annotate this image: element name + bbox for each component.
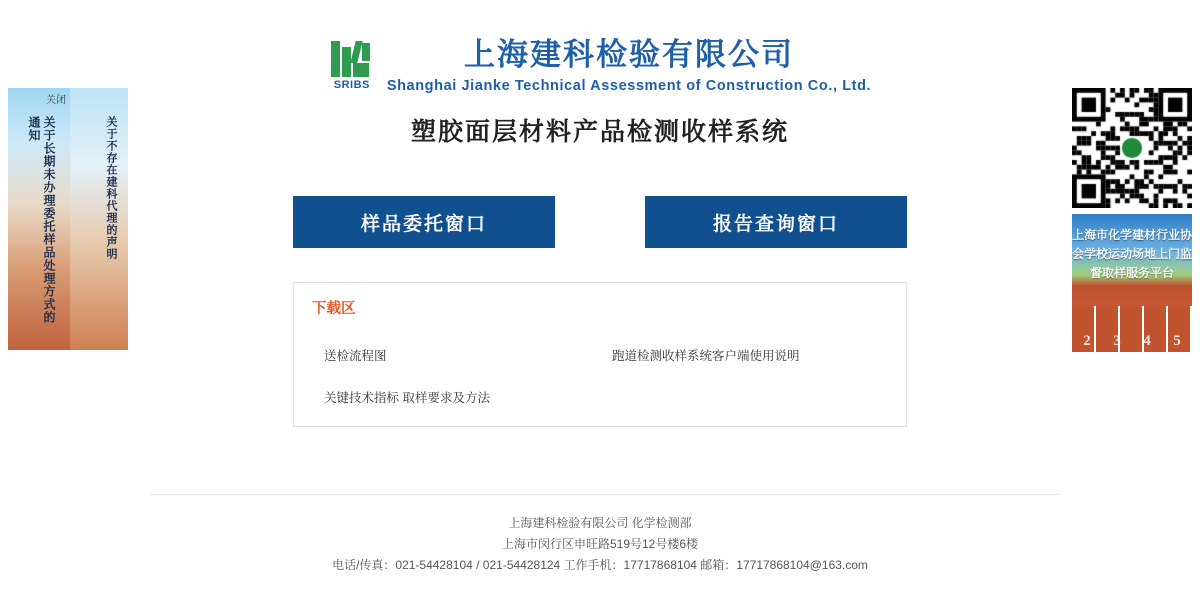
footer-contact: 电话/传真：021-54428104 / 021-54428124 工作手机：17717868104 邮箱：17717868104@163.com <box>332 558 868 572</box>
notice-no-agent-text: 关于不存在建科代理的声明 <box>105 116 117 260</box>
right-side-panel <box>1072 88 1192 352</box>
download-link-flowchart[interactable]: 送检流程图 <box>324 349 387 363</box>
page-header <box>150 0 1050 148</box>
brand-logo-row <box>329 36 871 96</box>
logo-bars <box>329 41 375 77</box>
qr-code-icon <box>1072 88 1192 208</box>
footer-company: 上海建科检验有限公司 化学检测部 <box>508 516 692 530</box>
download-area <box>293 282 907 427</box>
notice-no-agent[interactable] <box>70 88 128 350</box>
download-links-grid <box>312 346 888 406</box>
main-content <box>150 0 1050 592</box>
download-link-key-indicators[interactable]: 关键技术指标 取样要求及方法 <box>324 391 490 405</box>
brand-text-block <box>387 36 871 96</box>
track-lane-numbers <box>1072 333 1192 350</box>
lane-number: 3 <box>1113 333 1121 349</box>
close-notice-button[interactable]: 关闭 <box>46 95 66 106</box>
company-name-en: Shanghai Jianke Technical Assessment of Construction Co., Ltd. <box>386 78 872 94</box>
left-notice-stack <box>8 88 128 350</box>
sample-entrust-window-button[interactable]: 样品委托窗口 <box>293 196 555 248</box>
lane-number: 5 <box>1173 333 1181 349</box>
download-grid-spacer <box>600 388 888 406</box>
page-footer <box>150 494 1050 576</box>
promo-banner-text: 上海市化学建材行业协会学校运动场地上门监督取样服务平台 <box>1072 228 1192 280</box>
sribs-logo-icon <box>329 41 375 91</box>
lane-number: 2 <box>1083 333 1091 349</box>
footer-divider <box>150 494 1060 495</box>
lane-number: 4 <box>1143 333 1151 349</box>
logo-abbr-text: SRIBS <box>333 79 370 91</box>
company-name-cn: 上海建科检验有限公司 <box>464 37 794 72</box>
promo-banner[interactable] <box>1072 214 1192 352</box>
footer-address: 上海市闵行区申旺路519号12号楼6楼 <box>501 537 699 551</box>
download-link-client-manual[interactable]: 跑道检测收样系统客户端使用说明 <box>612 349 800 363</box>
primary-actions <box>150 196 1050 248</box>
notice-long-pending[interactable] <box>8 88 70 350</box>
qr-code-box <box>1072 88 1192 208</box>
notice-long-pending-text: 关于长期未办理委托样品处理方式的通知 <box>27 116 56 324</box>
report-query-window-button[interactable]: 报告查询窗口 <box>645 196 907 248</box>
page-title: 塑胶面层材料产品检测收样系统 <box>410 118 789 146</box>
download-area-title: 下载区 <box>312 301 356 317</box>
